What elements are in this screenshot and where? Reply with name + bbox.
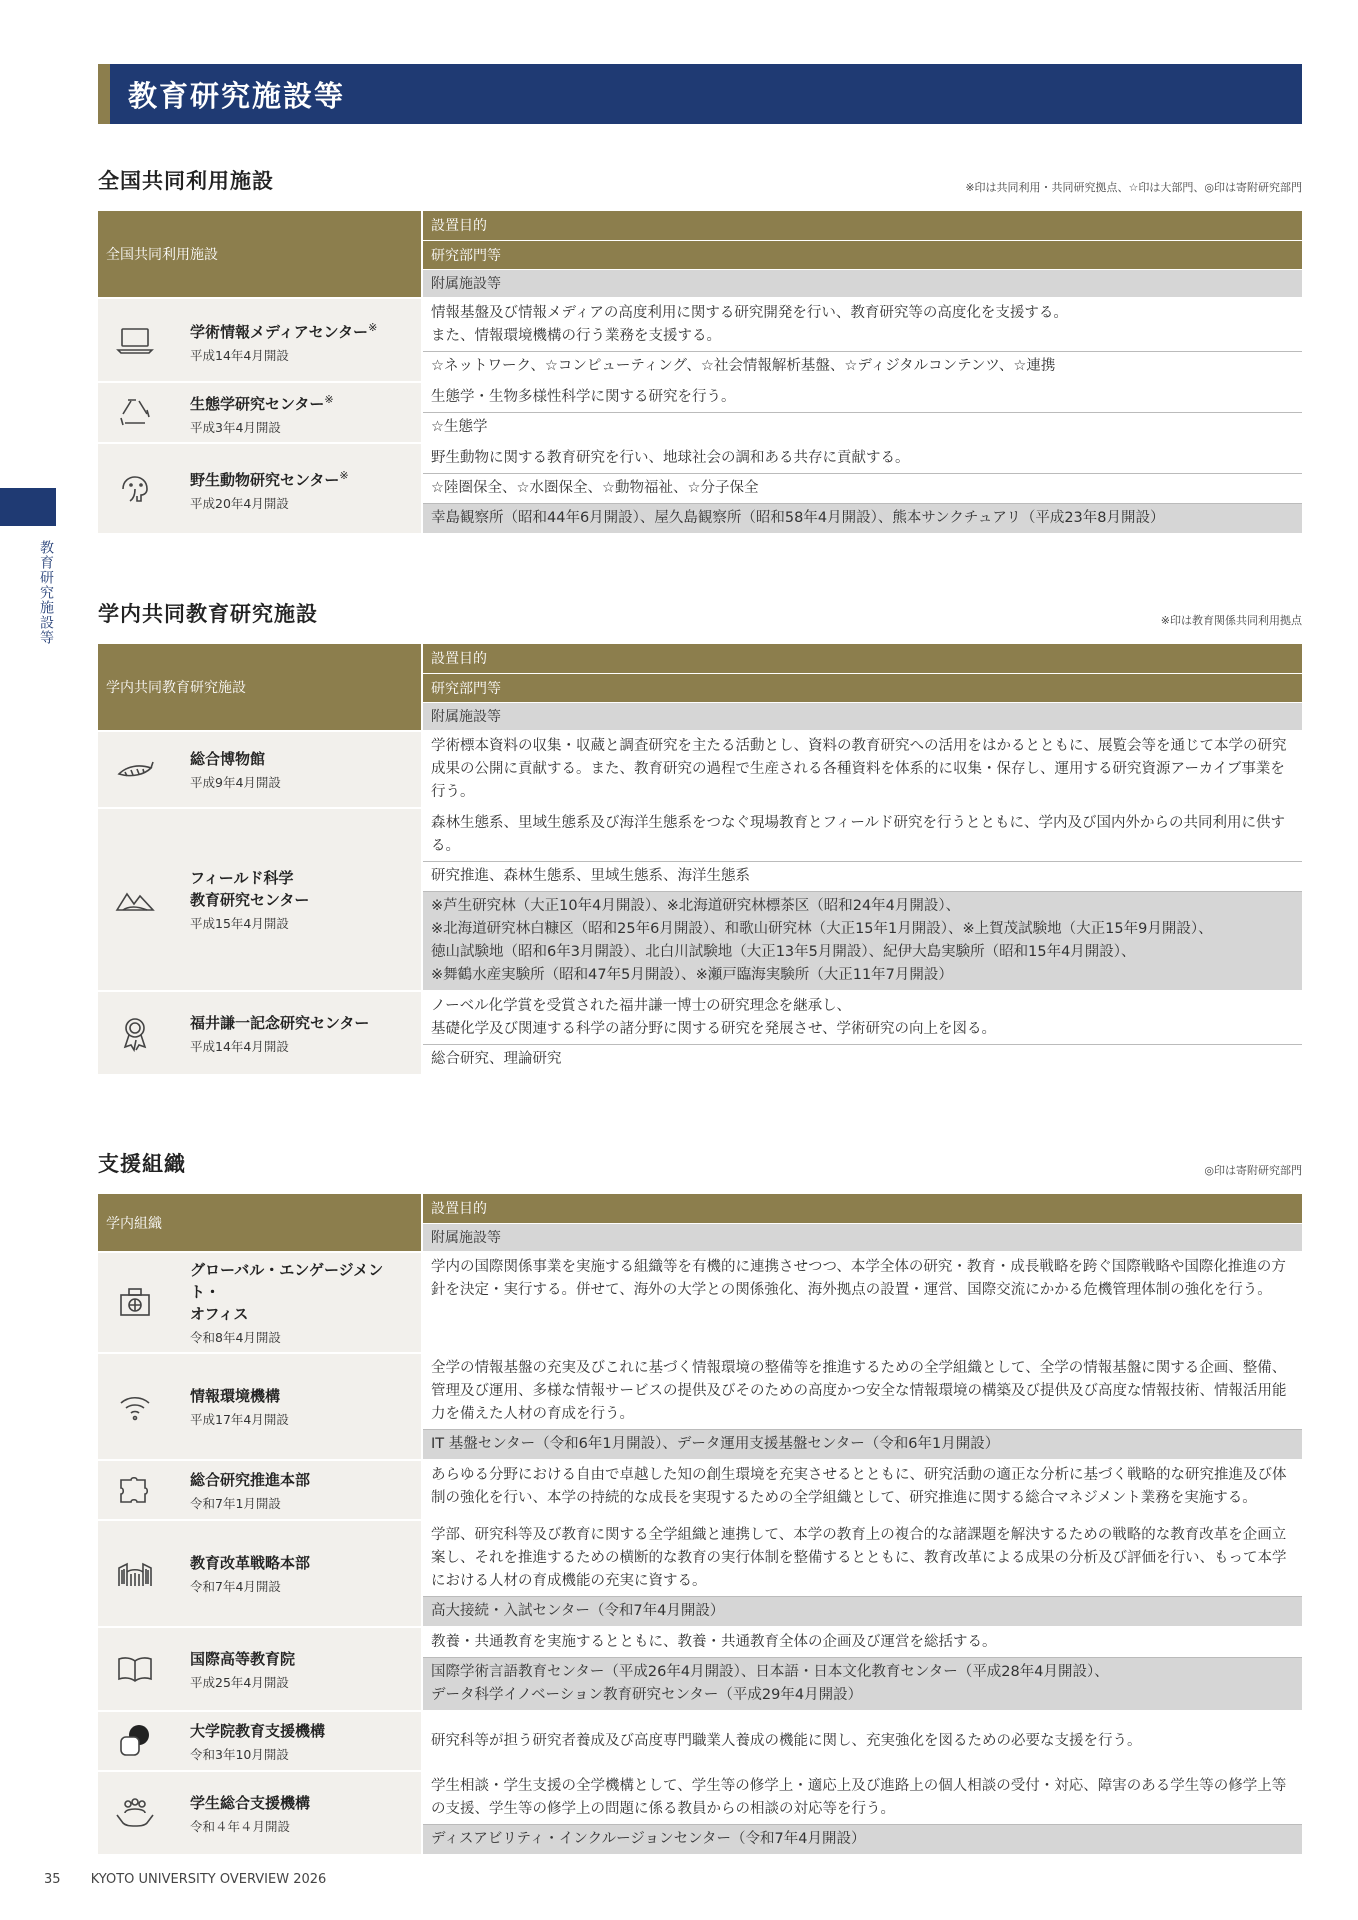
- facility-annex: IT 基盤センター（令和6年1月開設）、データ運用支援基盤センター（令和6年1月開設）: [422, 1430, 1302, 1461]
- facility-purpose: 学生相談・学生支援の全学機構として、学生等の修学上・適応上及び進路上の個人相談の受付・対応、障害のある学生等の修学上等の支援、学生等の修学上の問題に係る教員からの相談の対応等を行う。: [422, 1771, 1302, 1825]
- table-row: [98, 1353, 1302, 1430]
- table-header-purpose: 設置目的: [422, 1194, 1302, 1223]
- facility-purpose: 学部、研究科等及び教育に関する全学組織と連携して、本学の教育上の複合的な諸課題を解決するための戦略的な教育改革を企画立案し、それを推進するための横断的な教育の実行体制を整備するとともに、教育改革による成果の分析及び評価を行い、もって本学における人材の育成機能の充実に資する。: [422, 1520, 1302, 1597]
- facility-dept: ☆ネットワーク、☆コンピューティング、☆社会情報解析基盤、☆ディジタルコンテンツ、☆連携: [422, 352, 1302, 383]
- side-label: 教育研究施設等: [38, 540, 54, 645]
- table-row: [98, 443, 1302, 474]
- table-row: [98, 991, 1302, 1045]
- facility-name: 情報環境機構: [190, 1387, 281, 1405]
- table-row: [98, 382, 1302, 413]
- facility-purpose: 情報基盤及び情報メディアの高度利用に関する研究開発を行い、教育研究等の高度化を支援する。 また、情報環境機構の行う業務を支援する。: [422, 298, 1302, 352]
- facility-annex: 国際学術言語教育センター（平成26年4月開設）、日本語・日本文化教育センター（平成28年4月開設）、 データ科学イノベーション教育研究センター（平成29年4月開設）: [422, 1658, 1302, 1712]
- facility-purpose: 森林生態系、里域生態系及び海洋生態系をつなぐ現場教育とフィールド研究を行うとともに、学内及び国内外からの共同利用に供する。: [422, 808, 1302, 862]
- section-note: ※印は教育関係共同利用拠点: [1160, 614, 1302, 627]
- facility-purpose: ノーベル化学賞を受賞された福井謙一博士の研究理念を継承し、 基礎化学及び関連する科学の諸分野に関する研究を発展させ、学術研究の向上を図る。: [422, 991, 1302, 1045]
- table-header-label: 学内組織: [98, 1194, 422, 1252]
- wifi-icon: [112, 1384, 158, 1430]
- facility-date: 平成17年4月開設: [190, 1412, 289, 1427]
- facility-name: 教育改革戦略本部: [190, 1554, 311, 1572]
- facility-date: 令和４年４月開設: [190, 1818, 291, 1834]
- facility-annex: 幸島観察所（昭和44年6月開設）、屋久島観察所（昭和58年4月開設）、熊本サンクチュアリ（平成23年8月開設）: [422, 504, 1302, 535]
- facility-purpose: 野生動物に関する教育研究を行い、地球社会の調和ある共存に貢献する。: [422, 443, 1302, 474]
- section-title: 支援組織: [98, 1152, 186, 1176]
- table-row: [98, 1252, 1302, 1353]
- table-header-facility: 附属施設等: [422, 1223, 1302, 1252]
- elephant-icon: [112, 466, 158, 512]
- section-national-facilities: [98, 165, 1302, 535]
- facility-date: 平成25年4月開設: [190, 1674, 289, 1690]
- recycle-icon: [112, 390, 158, 436]
- facility-dept: 研究推進、森林生態系、里域生態系、海洋生態系: [422, 862, 1302, 892]
- table-row: [98, 298, 1302, 352]
- facility-date: 令和8年4月開設: [190, 1330, 281, 1345]
- facility-name: 福井謙一記念研究センター: [190, 1013, 370, 1032]
- puzzle-icon: [112, 1467, 158, 1513]
- globe-building-icon: [112, 1280, 158, 1326]
- facility-dept: ☆陸圏保全、☆水圏保全、☆動物福祉、☆分子保全: [422, 474, 1302, 504]
- publication-title: KYOTO UNIVERSITY OVERVIEW 2026: [90, 1872, 327, 1887]
- shapes-icon: [112, 1718, 158, 1764]
- facility-date: 令和7年4月開設: [190, 1579, 281, 1594]
- gate-icon: [112, 1551, 158, 1597]
- side-tab: [0, 488, 56, 526]
- table-row: [98, 1627, 1302, 1658]
- facility-purpose: 研究科等が担う研究者養成及び高度専門職業人養成の機能に関し、充実強化を図るための必要な支援を行う。: [422, 1711, 1302, 1771]
- facility-name: 学生総合支援機構: [190, 1793, 311, 1812]
- facility-dept: 総合研究、理論研究: [422, 1045, 1302, 1076]
- facility-purpose: あらゆる分野における自由で卓越した知の創生環境を充実させるとともに、研究活動の適正な分析に基づく戦略的な研究推進及び体制の強化を行い、本学の持続的な成長を実現するための全学組織として、研究推進に関する総合マネジメント業務を実施する。: [422, 1460, 1302, 1520]
- facility-table: [98, 1194, 1302, 1856]
- facility-purpose: 教養・共通教育を実施するとともに、教養・共通教育全体の企画及び運営を総括する。: [422, 1627, 1302, 1658]
- facility-dept: ☆生態学: [422, 413, 1302, 444]
- table-header-dept: 研究部門等: [422, 240, 1302, 269]
- table-header-dept: 研究部門等: [422, 673, 1302, 702]
- facility-date: 平成14年4月開設: [190, 1038, 289, 1054]
- page-number: 35: [44, 1872, 61, 1887]
- table-header-purpose: 設置目的: [422, 211, 1302, 240]
- facility-name: 野生動物研究センター※: [190, 469, 349, 489]
- facility-date: 平成3年4月開設: [190, 420, 281, 435]
- page-title: 教育研究施設等: [128, 78, 346, 113]
- table-header-purpose: 設置目的: [422, 644, 1302, 673]
- facility-annex: ディスアビリティ・インクルージョンセンター（令和7年4月開設）: [422, 1825, 1302, 1856]
- facility-date: 令和3年10月開設: [190, 1746, 289, 1762]
- fossil-fish-icon: [112, 747, 158, 793]
- section-support-organizations: [98, 1148, 1302, 1856]
- facility-table: [98, 644, 1302, 1076]
- facility-date: 平成14年4月開設: [190, 347, 289, 363]
- facility-name: 総合博物館: [190, 750, 266, 768]
- facility-name: 国際高等教育院: [190, 1649, 296, 1668]
- table-header-label: 全国共同利用施設: [98, 211, 422, 298]
- page-footer: [44, 1872, 326, 1887]
- mountain-icon: [112, 877, 158, 923]
- facility-name: 大学院教育支援機構: [190, 1721, 326, 1740]
- facility-date: 平成9年4月開設: [190, 775, 281, 790]
- section-title: 全国共同利用施設: [98, 169, 274, 193]
- facility-annex: ※芦生研究林（大正10年4月開設）、※北海道研究林標茶区（昭和24年4月開設）、 ※北海道研究林白糠区（昭和25年6月開設）、和歌山研究林（大正15年1月開設）、※上賀茂試験地（大正15年9月開設）、 徳山試験地（昭和6年3月開設）、北白川試験地（大正13年5月開設）、紀伊大島実験所（昭和15年4月開設）、 ※舞鶴水産実験所（昭和47年5月開設）、※瀬戸臨海実験所（大正11年7月開設）: [422, 892, 1302, 992]
- facility-name: 学術情報メディアセンター※: [190, 320, 378, 341]
- page-header: [98, 64, 1302, 124]
- section-title: 学内共同教育研究施設: [98, 602, 318, 626]
- award-medal-icon: [112, 1010, 158, 1056]
- table-header-facility: 附属施設等: [422, 702, 1302, 731]
- facility-table: [98, 211, 1302, 535]
- table-row: [98, 1460, 1302, 1520]
- facility-date: 平成15年4月開設: [190, 916, 289, 931]
- table-row: [98, 731, 1302, 808]
- table-row: [98, 808, 1302, 862]
- laptop-icon: [112, 317, 158, 363]
- facility-date: 平成20年4月開設: [190, 496, 289, 511]
- facility-purpose: 学術標本資料の収集・収蔵と調査研究を主たる活動とし、資料の教育研究への活用をはかるとともに、展覧会等を通じて本学の研究成果の公開に貢献する。また、教育研究の過程で生産される各種資料を体系的に収集・保存し、運用する研究資源アーカイブ事業を行う。: [422, 731, 1302, 808]
- facility-purpose: 学内の国際関係事業を実施する組織等を有機的に連携させつつ、本学全体の研究・教育・成長戦略を跨ぐ国際戦略や国際化推進の方針を決定・実行する。併せて、海外の大学との関係強化、海外拠点の設置・運営、国際交流にかかる危機管理体制の強化を行う。: [422, 1252, 1302, 1353]
- facility-date: 令和7年1月開設: [190, 1495, 281, 1511]
- table-header-label: 学内共同教育研究施設: [98, 644, 422, 731]
- facility-purpose: 生態学・生物多様性科学に関する研究を行う。: [422, 382, 1302, 413]
- facility-name: フィールド科学 教育研究センター: [190, 869, 310, 909]
- table-row: [98, 1771, 1302, 1825]
- facility-name: 総合研究推進本部: [190, 1470, 311, 1489]
- facility-name: 生態学研究センター※: [190, 393, 334, 413]
- facility-name: グローバル・エンゲージメント・ オフィス: [190, 1261, 384, 1323]
- table-header-facility: 附属施設等: [422, 269, 1302, 298]
- table-row: [98, 1711, 1302, 1771]
- people-hands-icon: [112, 1790, 158, 1836]
- section-note: ◎印は寄附研究部門: [1204, 1164, 1302, 1177]
- section-campus-facilities: [98, 598, 1302, 1076]
- open-book-icon: [112, 1646, 158, 1692]
- facility-purpose: 全学の情報基盤の充実及びこれに基づく情報環境の整備等を推進するための全学組織として、全学の情報基盤に関する企画、整備、管理及び運用、多様な情報サービスの提供及びそのための高度かつ安全な情報環境の構築及び提供及び高度な情報技術、情報活用能力を備えた人材の育成を行う。: [422, 1353, 1302, 1430]
- section-note: ※印は共同利用・共同研究拠点、☆印は大部門、◎印は寄附研究部門: [965, 181, 1302, 194]
- facility-annex: 高大接続・入試センター（令和7年4月開設）: [422, 1597, 1302, 1628]
- table-row: [98, 1520, 1302, 1597]
